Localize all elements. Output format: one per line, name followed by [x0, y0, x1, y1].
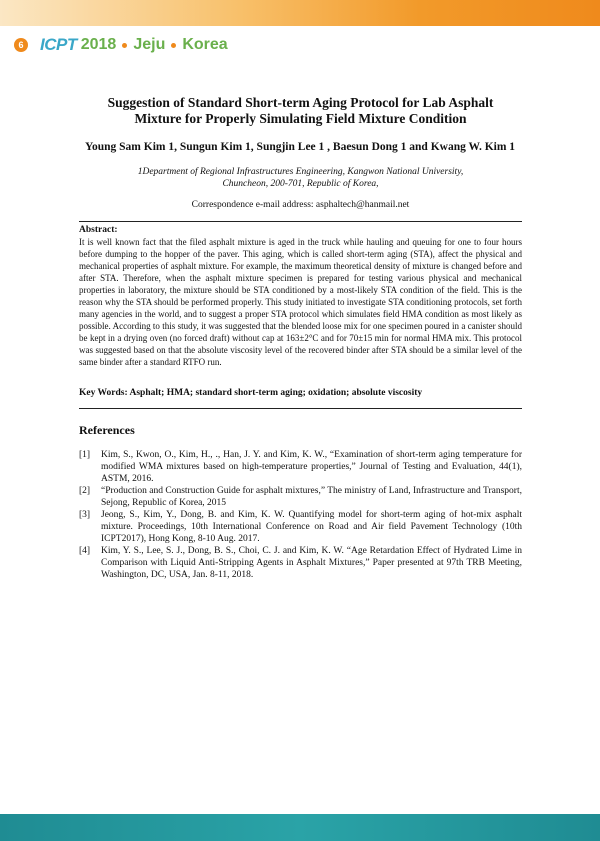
- title-line-2: Mixture for Properly Simulating Field Mixture Condition: [134, 111, 467, 126]
- conference-logo: ICPT: [40, 35, 77, 54]
- reference-number: [4]: [79, 546, 91, 556]
- page-number-badge: 6: [14, 38, 28, 52]
- reference-list: [79, 449, 522, 581]
- affiliation-line-1: 1Department of Regional Infrastructures Engineering, Kangwon National University,: [137, 167, 464, 177]
- affiliation-line-2: Chuncheon, 200-701, Republic of Korea,: [222, 179, 379, 189]
- affiliation: [79, 166, 522, 190]
- reference-number: [1]: [79, 450, 91, 460]
- keywords: Key Words: Asphalt; HMA; standard short-term aging; oxidation; absolute viscosity: [79, 388, 423, 398]
- bottom-banner: [0, 814, 600, 841]
- title-line-1: Suggestion of Standard Short-term Aging Protocol for Lab Asphalt: [107, 95, 494, 110]
- reference-item: [79, 449, 522, 485]
- correspondence-email: Correspondence e-mail address: asphaltech@hanmail.net: [191, 200, 410, 210]
- author-list: Young Sam Kim 1, Sungun Kim 1, Sungjin Lee 1 , Baesun Dong 1 and Kwang W. Kim 1: [84, 141, 516, 153]
- paper-title: [79, 95, 522, 127]
- conference-header: [14, 34, 228, 56]
- reference-item: [79, 545, 522, 581]
- separator-dot: [122, 43, 127, 48]
- references-heading: References: [79, 423, 135, 437]
- abstract-heading: Abstract:: [79, 225, 118, 235]
- reference-number: [2]: [79, 486, 91, 496]
- reference-text: Kim, S., Kwon, O., Kim, H., ., Han, J. Y. and Kim, K. W., “Examination of short-term aging temperature for modified WMA mixtures based on high-temperature properties,” Journal of Testing and Evaluation, 44(1), ASTM, 2016.: [101, 450, 522, 484]
- conference-city: Jeju: [133, 36, 166, 53]
- separator-dot: [171, 43, 176, 48]
- abstract-text: It is well known fact that the filed asphalt mixture is aged in the truck while hauling and queuing for one to four hours before dumping to the hopper of the paver. This aging, which is called short-term aging (STA), affect the physical and mechanical properties of asphalt mixture. For example, the maximum theoretical density of mixture is changed before and after STA. Therefore, when the asphalt mixture specimen is prepared for testing various physical and mechanical properties in laboratory, the mixture should be STA conditioned by a most-likely STA condition of the field. This is the reason why the STA should be performed properly. This study initiated to investigate STA conditioning protocols, set forth many agencies in the world, and to suggest a proper STA protocol which simulates field HMA condition as most likely as possible. According to this study, it was suggested that the blended loose mix for one specimen poured in a canister should be kept in a drying oven (no forced draft) without cap at 163±2°C and for 70±15 min for normal HMA mix. This protocol was suggested based on that the absolute viscosity level of the recovered binder after STA should be a similar level of the same binder after a standard RTFO run.: [79, 237, 522, 367]
- reference-text: “Production and Construction Guide for asphalt mixtures,” The ministry of Land, Infrastructure and Transport, Sejong, Republic of Korea, 2015: [101, 486, 522, 508]
- reference-text: Kim, Y. S., Lee, S. J., Dong, B. S., Choi, C. J. and Kim, K. W. “Age Retardation Effect of Hydrated Lime in Comparison with Liquid Anti-Stripping Agents in Asphalt Mixtures,” Paper presented at 97th TRB Meeting, Washington, DC, USA, Jan. 8-11, 2018.: [101, 546, 522, 580]
- reference-number: [3]: [79, 510, 91, 520]
- conference-country: Korea: [182, 36, 228, 53]
- reference-text: Jeong, S., Kim, Y., Dong, B. and Kim, K. W. Quantifying model for short-term aging of hot-mix asphalt mixture. Proceedings, 10th International Conference on Road and Air field Pavement Technology (10th ICPT2017), Hong Kong, 8-10 Aug. 2017.: [101, 510, 522, 544]
- top-banner: [0, 0, 600, 26]
- reference-item: [79, 485, 522, 509]
- reference-item: [79, 509, 522, 545]
- divider-bottom: [79, 408, 522, 409]
- divider-top: [79, 221, 522, 222]
- conference-year: 2018: [80, 36, 117, 53]
